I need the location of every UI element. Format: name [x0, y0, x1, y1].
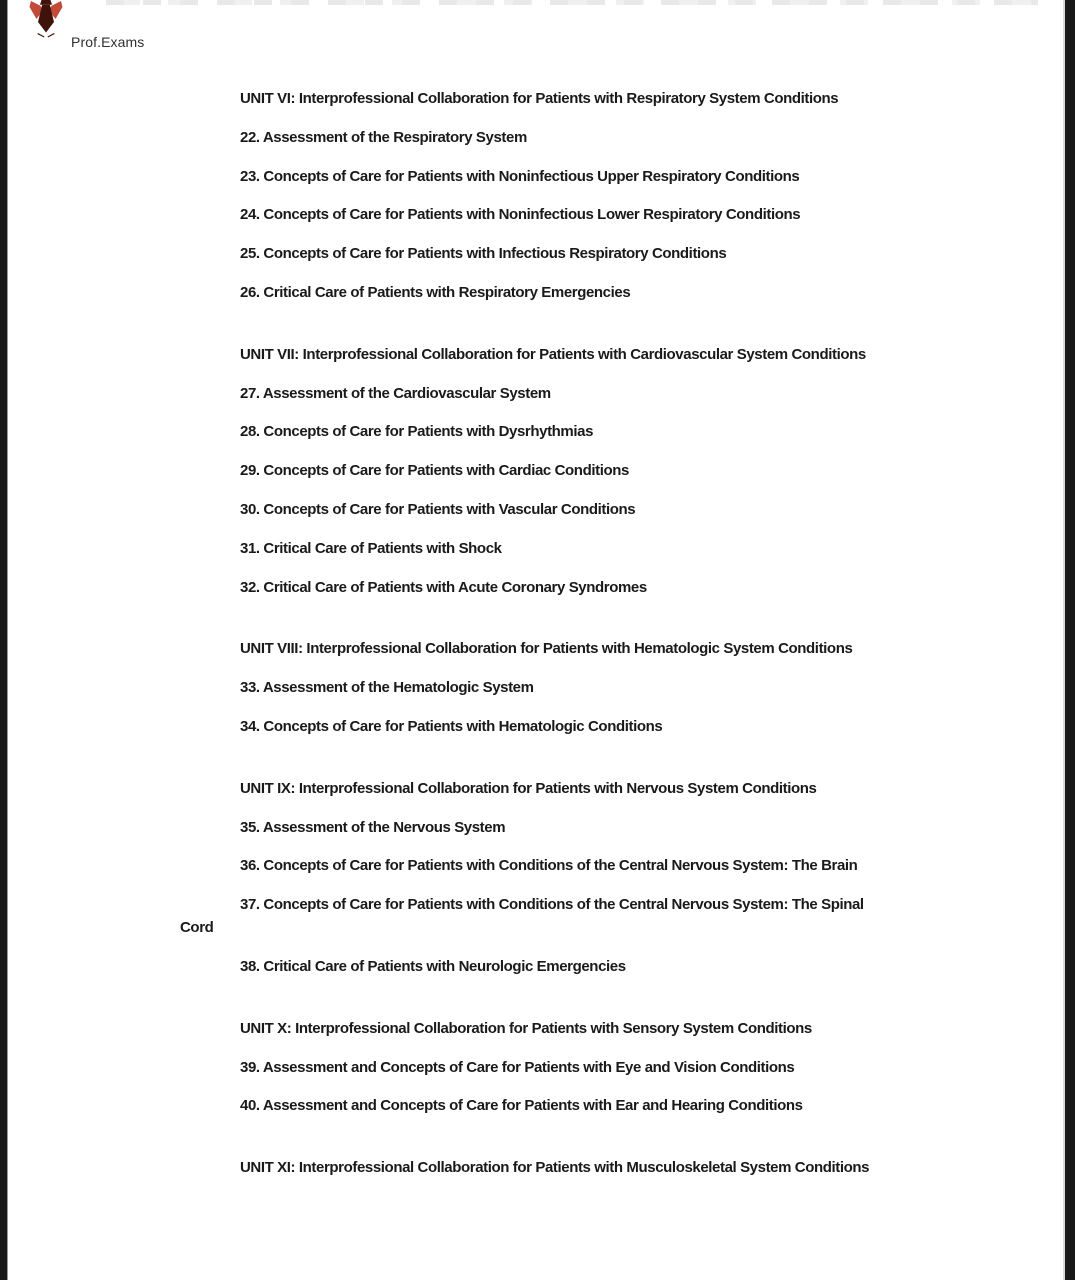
chapter-item: [180, 955, 1060, 978]
chapter-line: 23. Concepts of Care for Patients with Noninfectious Upper Respiratory Conditions: [240, 167, 800, 185]
chapter-line: 37. Concepts of Care for Patients with Conditions of the Central Nervous System: The Spinal: [240, 896, 864, 914]
chapter-line: 29. Concepts of Care for Patients with Cardiac Conditions: [240, 462, 629, 480]
chapter-item: [180, 420, 1060, 443]
chapter-item: [180, 1056, 1060, 1079]
chapter-line: 32. Critical Care of Patients with Acute Coronary Syndromes: [240, 578, 647, 596]
chapter-item: [180, 893, 1060, 939]
unit-heading: [180, 87, 1060, 110]
chapter-item: [180, 1094, 1060, 1117]
toc-section: [180, 1156, 1060, 1179]
brand-name: Prof.Exams: [71, 34, 145, 50]
viewer-left-edge: [0, 0, 8, 1280]
cropped-text-artifact: [106, 0, 1038, 5]
chapter-line: 25. Concepts of Care for Patients with Infectious Respiratory Conditions: [240, 245, 727, 263]
tie-logo-icon: [28, 0, 64, 43]
document-body: [180, 87, 1060, 1218]
chapter-line: 35. Assessment of the Nervous System: [240, 818, 506, 836]
chapter-line: 31. Critical Care of Patients with Shock: [240, 539, 502, 557]
unit-heading: [180, 343, 1060, 366]
chapter-line: 26. Critical Care of Patients with Respiratory Emergencies: [240, 283, 631, 301]
chapter-item: [180, 854, 1060, 877]
chapter-line: 28. Concepts of Care for Patients with Dysrhythmias: [240, 423, 594, 441]
chapter-item: [180, 459, 1060, 482]
toc-section: [180, 343, 1060, 599]
chapter-item: [180, 715, 1060, 738]
chapter-item: [180, 676, 1060, 699]
unit-heading: [180, 1156, 1060, 1179]
chapter-item: [180, 498, 1060, 521]
chapter-item: [180, 242, 1060, 265]
unit-heading-line: UNIT X: Interprofessional Collaboration for Patients with Sensory System Conditions: [240, 1019, 812, 1037]
unit-heading: [180, 1017, 1060, 1040]
chapter-item: [180, 816, 1060, 839]
chapter-item: [180, 126, 1060, 149]
chapter-line: 38. Critical Care of Patients with Neurologic Emergencies: [240, 957, 626, 975]
unit-heading-line: UNIT XI: Interprofessional Collaboration for Patients with Musculoskeletal System Conditions: [240, 1159, 870, 1177]
chapter-item: [180, 576, 1060, 599]
toc-section: [180, 1017, 1060, 1118]
chapter-item: [180, 382, 1060, 405]
chapter-line: 22. Assessment of the Respiratory System: [240, 128, 527, 146]
chapter-line: 33. Assessment of the Hematologic System: [240, 679, 534, 697]
toc-section: [180, 777, 1060, 978]
viewer-right-edge: [1063, 0, 1075, 1280]
chapter-item: [180, 537, 1060, 560]
chapter-line: 24. Concepts of Care for Patients with Noninfectious Lower Respiratory Conditions: [240, 206, 801, 224]
placket-left-tick: [37, 33, 44, 38]
chapter-line: 34. Concepts of Care for Patients with Hematologic Conditions: [240, 717, 663, 735]
chapter-line: 27. Assessment of the Cardiovascular System: [240, 384, 551, 402]
unit-heading-line: UNIT IX: Interprofessional Collaboration for Patients with Nervous System Conditions: [240, 779, 817, 797]
toc-section: [180, 637, 1060, 738]
chapter-item: [180, 203, 1060, 226]
toc-section: [180, 87, 1060, 304]
unit-heading: [180, 777, 1060, 800]
chapter-line: 40. Assessment and Concepts of Care for Patients with Ear and Hearing Conditions: [240, 1097, 803, 1115]
tie-knot-shape: [40, 0, 52, 5]
unit-heading-line: UNIT VIII: Interprofessional Collaboration for Patients with Hematologic System Conditions: [240, 640, 853, 658]
placket-right-tick: [48, 33, 55, 38]
unit-heading: [180, 637, 1060, 660]
chapter-item: [180, 281, 1060, 304]
chapter-line-continuation: Cord: [180, 919, 214, 937]
unit-heading-line: UNIT VI: Interprofessional Collaboration for Patients with Respiratory System Conditions: [240, 90, 839, 107]
unit-heading-line: UNIT VII: Interprofessional Collaboration for Patients with Cardiovascular System Conditions: [240, 345, 866, 363]
chapter-line: 30. Concepts of Care for Patients with Vascular Conditions: [240, 500, 636, 518]
chapter-item: [180, 165, 1060, 188]
chapter-line: 36. Concepts of Care for Patients with Conditions of the Central Nervous System: The Brain: [240, 857, 858, 875]
chapter-line: 39. Assessment and Concepts of Care for Patients with Eye and Vision Conditions: [240, 1058, 795, 1076]
